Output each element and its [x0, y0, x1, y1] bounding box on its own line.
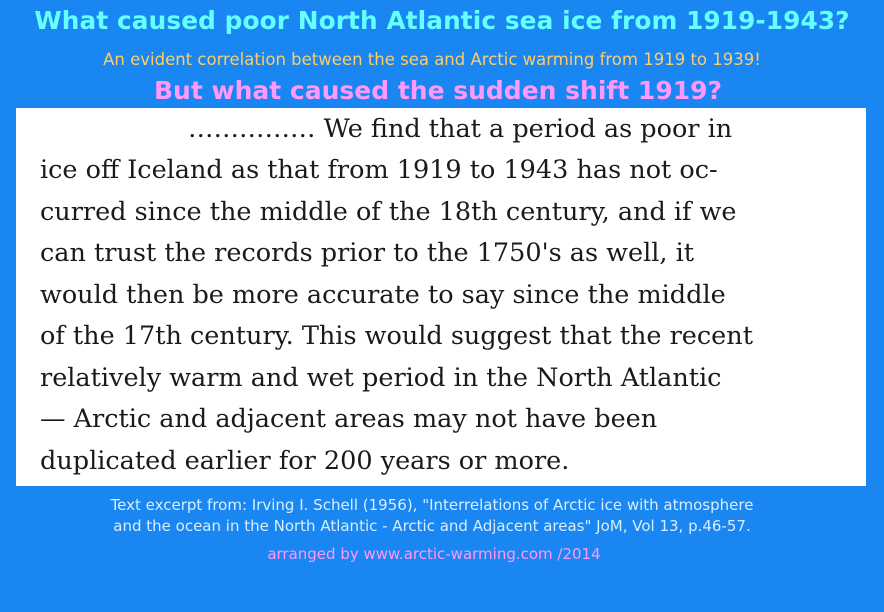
- caption-line: and the ocean in the North Atlantic - Arctic and Adjacent areas" JoM, Vol 13, p.46-57.: [113, 517, 751, 535]
- excerpt-line: duplicated earlier for 200 years or more.: [40, 446, 570, 476]
- excerpt-line: ice off Iceland as that from 1919 to 1943 has not oc-: [40, 155, 718, 185]
- excerpt-line: — Arctic and adjacent areas may not have been: [40, 404, 658, 434]
- excerpt-line: relatively warm and wet period in the North Atlantic: [40, 363, 722, 393]
- source-caption: [0, 495, 864, 537]
- question-heading: But what caused the sudden shift 1919?: [153, 76, 723, 105]
- excerpt-line: curred since the middle of the 18th century, and if we: [40, 197, 737, 227]
- excerpt-line: can trust the records prior to the 1750's as well, it: [40, 238, 695, 268]
- caption-line: Text excerpt from: Irving I. Schell (1956), "Interrelations of Arctic ice with atmosphere: [110, 496, 754, 514]
- page-subtitle: An evident correlation between the sea and Arctic warming from 1919 to 1939!: [103, 50, 761, 69]
- excerpt-line: …………… We find that a period as poor in: [188, 114, 733, 144]
- credit-line: arranged by www.arctic-warming.com /2014: [267, 545, 601, 563]
- excerpt-line: would then be more accurate to say since the middle: [40, 280, 726, 310]
- excerpt-line: of the 17th century. This would suggest that the recent: [40, 321, 753, 351]
- page-title: What caused poor North Atlantic sea ice from 1919-1943?: [34, 6, 850, 35]
- excerpt-box: [16, 108, 866, 486]
